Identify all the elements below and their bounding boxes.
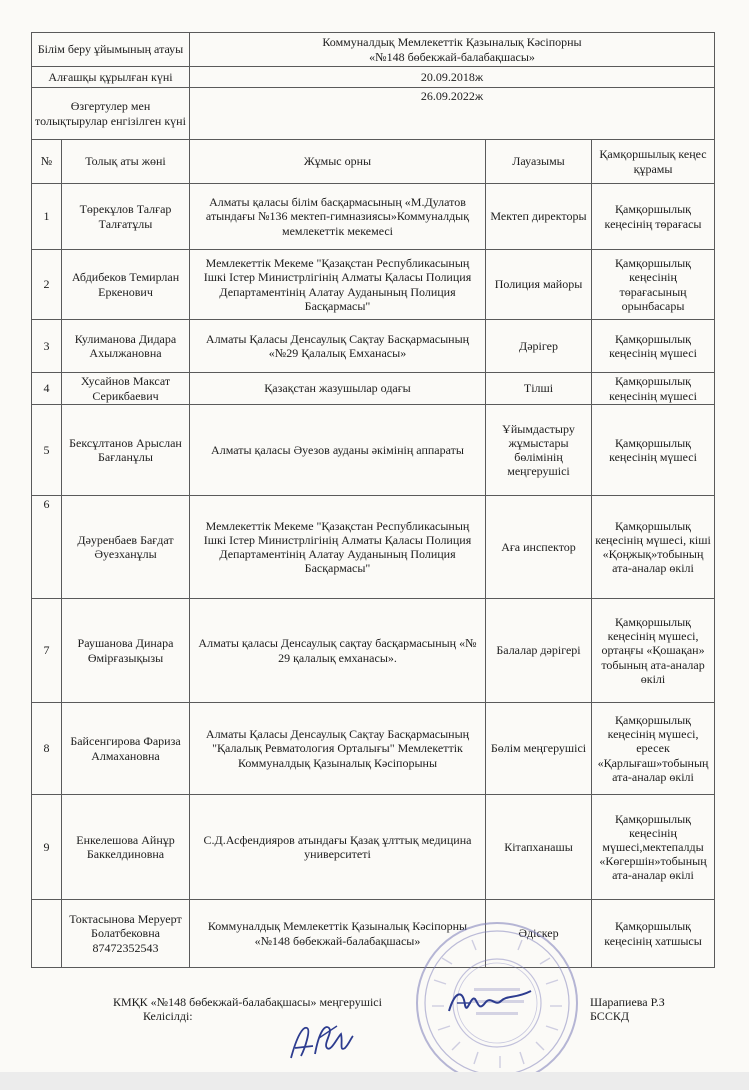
row-num: 7 — [32, 599, 62, 703]
org-value-line1: Коммуналдық Мемлекеттік Қазыналық Кәсіпорны — [322, 35, 582, 50]
row-name: Байсенгирова Фариза Алмахановна — [62, 703, 190, 795]
table-row — [32, 250, 715, 320]
changes-label: Өзгертулер мен толықтырулар енгізілген күні — [32, 88, 190, 140]
row-work: Алматы қаласы Денсаулық сақтау басқармасының «№ 29 қалалық емханасы». — [190, 599, 486, 703]
row-role: Қамқоршылық кеңесінің мүшесі, кіші «Қоңжық»тобының ата-аналар өкілі — [592, 496, 715, 599]
row-role: Қамқоршылық кеңесінің мүшесі — [592, 373, 715, 405]
row-role: Қамқоршылық кеңесінің төрағасы — [592, 184, 715, 250]
row-num: 2 — [32, 250, 62, 320]
row-work: С.Д.Асфендияров атындағы Қазақ ұлттық медицина университеті — [190, 795, 486, 900]
row-work: Мемлекеттік Мекеме "Қазақстан Республикасының Ішкі Істер Министрлігінің Алматы Қаласы Полиция Департаментінің Алатау Ауданының Полиция Басқармасы" — [190, 496, 486, 599]
head-title: КМҚК «№148 бөбекжай-балабақшасы» меңгерушісі — [113, 995, 382, 1009]
row-role: Қамқоршылық кеңесінің хатшысы — [592, 900, 715, 968]
table-row — [32, 703, 715, 795]
agreed-org: БССКД — [590, 1009, 630, 1024]
row-num — [32, 900, 62, 968]
org-value — [190, 33, 715, 67]
bottom-strip — [0, 1072, 749, 1090]
trustee-council-table — [31, 32, 715, 968]
row-position: Балалар дәрігері — [486, 599, 592, 703]
created-value: 20.09.2018ж — [190, 67, 715, 88]
table-row — [32, 405, 715, 496]
row-role: Қамқоршылық кеңесінің мүшесі, ересек «Қарлығаш»тобының ата-аналар өкілі — [592, 703, 715, 795]
row-num: 4 — [32, 373, 62, 405]
table-row — [32, 795, 715, 900]
row-position: Полиция майоры — [486, 250, 592, 320]
row-num: 6 — [32, 496, 62, 599]
row-position: Бөлім меңгерушісі — [486, 703, 592, 795]
row-position: Ұйымдастыру жұмыстары бөлімінің меңгерушісі — [486, 405, 592, 496]
col-header-work: Жұмыс орны — [190, 140, 486, 184]
agreed-label: Келісілді: — [143, 1009, 193, 1024]
row-name: Дәуренбаев Бағдат Әуезханұлы — [62, 496, 190, 599]
row-name: Төрекұлов Талғар Талғатұлы — [62, 184, 190, 250]
col-header-num: № — [32, 140, 62, 184]
row-num: 3 — [32, 320, 62, 373]
col-header-role: Қамқоршылық кеңес құрамы — [592, 140, 715, 184]
row-work: Алматы қаласы Әуезов ауданы әкімінің аппараты — [190, 405, 486, 496]
head-name: Шарапиева Р.З — [590, 995, 665, 1009]
row-position: Әдіскер — [486, 900, 592, 968]
row-role: Қамқоршылық кеңесінің мүшесі — [592, 405, 715, 496]
org-label: Білім беру ұйымының атауы — [32, 33, 190, 67]
created-row — [32, 67, 715, 88]
table-row — [32, 373, 715, 405]
table-row — [32, 496, 715, 599]
row-name: Бексұлтанов Арыслан Бағланұлы — [62, 405, 190, 496]
row-name: Абдибеков Темирлан Еркенович — [62, 250, 190, 320]
created-label: Алғашқы құрылған күні — [32, 67, 190, 88]
col-header-name: Толық аты жөні — [62, 140, 190, 184]
row-num: 1 — [32, 184, 62, 250]
table-row — [32, 599, 715, 703]
row-role: Қамқоршылық кеңесінің мүшесі — [592, 320, 715, 373]
changes-value: 26.09.2022ж — [190, 88, 715, 140]
row-position: Кітапханашы — [486, 795, 592, 900]
row-position: Тілші — [486, 373, 592, 405]
row-name: Енкелешова Айнұр Баккелдиновна — [62, 795, 190, 900]
row-work: Қазақстан жазушылар одағы — [190, 373, 486, 405]
row-num: 9 — [32, 795, 62, 900]
col-header-position: Лауазымы — [486, 140, 592, 184]
row-position: Дәрігер — [486, 320, 592, 373]
changes-row — [32, 88, 715, 140]
head-signature-icon — [445, 985, 535, 1019]
row-role: Қамқоршылық кеңесінің мүшесі,мектепалды «Көгершін»тобының ата-аналар өкілі — [592, 795, 715, 900]
row-work: Алматы қаласы білім басқармасының «М.Дулатов атындағы №136 мектеп-гимназиясы»Коммуналдық мемлекеттік мекемесі — [190, 184, 486, 250]
row-name: Хусайнов Максат Серикбаевич — [62, 373, 190, 405]
row-work: Алматы Қаласы Денсаулық Сақтау Басқармасының «№29 Қалалық Емханасы» — [190, 320, 486, 373]
row-role: Қамқоршылық кеңесінің төрағасының орынбасары — [592, 250, 715, 320]
row-name: Раушанова Динара Өмірғазықызы — [62, 599, 190, 703]
row-work: Алматы Қаласы Денсаулық Сақтау Басқармасының "Қалалық Ревматология Орталығы" Мемлекеттік Коммуналдық Қазыналық Кәсіпорыны — [190, 703, 486, 795]
row-role: Қамқоршылық кеңесінің мүшесі, ортаңғы «Қошақан» тобының ата-аналар өкілі — [592, 599, 715, 703]
row-num: 5 — [32, 405, 62, 496]
footer-left-block — [113, 995, 443, 1024]
table-row — [32, 320, 715, 373]
row-work: Коммуналдық Мемлекеттік Қазыналық Кәсіпорны «№148 бөбекжай-балабақшасы» — [190, 900, 486, 968]
row-position: Аға инспектор — [486, 496, 592, 599]
row-name: Токтасынова Меруерт Болатбековна 87472352543 — [62, 900, 190, 968]
org-name-row — [32, 33, 715, 67]
footer-right-block — [590, 995, 730, 1024]
table-row — [32, 184, 715, 250]
column-header-row — [32, 140, 715, 184]
row-name: Кулиманова Дидара Ахылжановна — [62, 320, 190, 373]
org-value-line2: «№148 бөбекжай-балабақшасы» — [369, 49, 535, 64]
row-work: Мемлекеттік Мекеме "Қазақстан Республикасының Ішкі Істер Министрлігінің Алматы Қаласы Полиция Департаментінің Алатау Ауданының Полиция Басқармасы" — [190, 250, 486, 320]
row-num: 8 — [32, 703, 62, 795]
row-position: Мектеп директоры — [486, 184, 592, 250]
approval-signature-icon — [285, 1018, 355, 1066]
table-row — [32, 900, 715, 968]
